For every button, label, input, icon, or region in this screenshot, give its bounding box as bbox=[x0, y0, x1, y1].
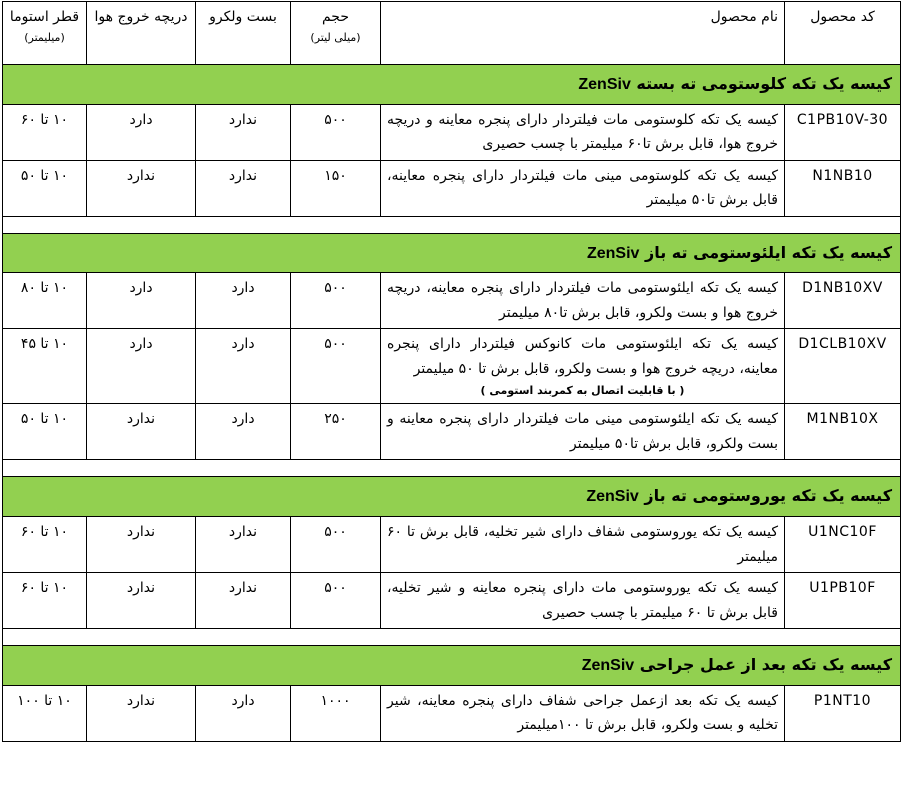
product-name: کیسه یک تکه ایلئوستومی مات کانوکس فیلتردار دارای پنجره معاینه، دریچه خروج هوا و بست ولکرو، قابل برش تا ۵۰ میلیمتر bbox=[387, 336, 778, 377]
product-row bbox=[3, 273, 901, 329]
col-header-volume bbox=[291, 2, 381, 65]
stoma-cell: ۱۰ تا ۵۰ bbox=[3, 404, 87, 460]
product-name-cell bbox=[381, 517, 785, 573]
header-row bbox=[3, 2, 901, 65]
stoma-cell: ۱۰ تا ۶۰ bbox=[3, 517, 87, 573]
air-vent-cell: ندارد bbox=[87, 404, 196, 460]
spacer-cell bbox=[3, 460, 901, 477]
air-vent-cell: ندارد bbox=[87, 160, 196, 216]
section-brand: ZenSiv bbox=[581, 657, 635, 675]
product-name: کیسه یک تکه کلوستومی مینی مات فیلتردار دارای پنجره معاینه، قابل برش تا۵۰ میلیمتر bbox=[387, 167, 778, 209]
product-code: P1NT10 bbox=[785, 685, 901, 741]
section-title-text: کیسه یک تکه ایلئوستومی ته باز bbox=[645, 242, 892, 262]
section-header-row bbox=[3, 233, 901, 273]
stoma-cell: ۱۰ تا ۵۰ bbox=[3, 160, 87, 216]
velcro-cell: ندارد bbox=[196, 104, 291, 160]
section-title-text: کیسه یک تکه بعد از عمل جراحی bbox=[639, 655, 892, 675]
product-row bbox=[3, 404, 901, 460]
air-vent-cell: دارد bbox=[87, 329, 196, 404]
section-title bbox=[3, 65, 901, 105]
air-vent-cell: ندارد bbox=[87, 685, 196, 741]
product-table bbox=[2, 1, 901, 742]
air-vent-cell: دارد bbox=[87, 104, 196, 160]
product-name: کیسه یک تکه کلوستومی مات فیلتردار دارای پنجره معاینه و دریچه خروج هوا، قابل برش تا۶۰ میلیمتر با چسب حصیری bbox=[387, 111, 778, 153]
product-row bbox=[3, 517, 901, 573]
stoma-cell: ۱۰ تا ۴۵ bbox=[3, 329, 87, 404]
product-code: N1NB10 bbox=[785, 160, 901, 216]
air-vent-cell: ندارد bbox=[87, 573, 196, 629]
product-name: کیسه یک تکه ایلئوستومی مینی مات فیلتردار دارای پنجره معاینه و بست ولکرو، قابل برش تا۵۰ میلیمتر bbox=[387, 411, 778, 452]
spacer-cell bbox=[3, 216, 901, 233]
product-code: D1CLB10XV bbox=[785, 329, 901, 404]
col-header-stoma bbox=[3, 2, 87, 65]
section-title bbox=[3, 646, 901, 686]
col-header-code: کد محصول bbox=[785, 2, 901, 65]
col-header-volume-unit: (میلی لیتر) bbox=[310, 30, 361, 44]
spacer-row bbox=[3, 629, 901, 646]
section-header-row bbox=[3, 646, 901, 686]
product-row bbox=[3, 573, 901, 629]
section-brand: ZenSiv bbox=[586, 244, 640, 262]
volume-cell: ۲۵۰ bbox=[291, 404, 381, 460]
product-name: کیسه یک تکه بعد ازعمل جراحی شفاف دارای پنجره معاینه، شیر تخلیه و بست ولکرو، قابل برش تا ۱۰۰میلیمتر bbox=[387, 692, 778, 734]
product-name-cell bbox=[381, 404, 785, 460]
col-header-stoma-label: قطر استوما bbox=[9, 9, 80, 25]
volume-cell: ۵۰۰ bbox=[291, 329, 381, 404]
product-row bbox=[3, 160, 901, 216]
product-name-cell bbox=[381, 329, 785, 404]
product-name: کیسه یک تکه یوروستومی مات دارای پنجره معاینه و شیر تخلیه، قابل برش تا ۶۰ میلیمتر با چسب حصیری bbox=[387, 580, 778, 621]
velcro-cell: ندارد bbox=[196, 160, 291, 216]
col-header-volume-label: حجم bbox=[321, 9, 349, 25]
col-header-name: نام محصول bbox=[381, 2, 785, 65]
volume-cell: ۱۵۰ bbox=[291, 160, 381, 216]
volume-cell: ۵۰۰ bbox=[291, 573, 381, 629]
product-row bbox=[3, 104, 901, 160]
product-row bbox=[3, 329, 901, 404]
product-code: D1NB10XV bbox=[785, 273, 901, 329]
col-header-stoma-unit: (میلیمتر) bbox=[24, 30, 65, 44]
section-header-row bbox=[3, 477, 901, 517]
air-vent-cell: ندارد bbox=[87, 517, 196, 573]
velcro-cell: دارد bbox=[196, 273, 291, 329]
velcro-cell: ندارد bbox=[196, 517, 291, 573]
product-name: کیسه یک تکه ایلئوستومی مات فیلتردار دارای پنجره معاینه، دریچه خروج هوا و بست ولکرو، قابل برش تا۸۰ میلیمتر bbox=[387, 280, 778, 321]
stoma-cell: ۱۰ تا ۸۰ bbox=[3, 273, 87, 329]
velcro-cell: دارد bbox=[196, 404, 291, 460]
product-name-cell bbox=[381, 160, 785, 216]
col-header-velcro: بست ولکرو bbox=[196, 2, 291, 65]
section-brand: ZenSiv bbox=[578, 76, 631, 93]
volume-cell: ۱۰۰۰ bbox=[291, 685, 381, 741]
product-code: U1PB10F bbox=[785, 573, 901, 629]
air-vent-cell: دارد bbox=[87, 273, 196, 329]
product-code: U1NC10F bbox=[785, 517, 901, 573]
section-title bbox=[3, 477, 901, 517]
velcro-cell: ندارد bbox=[196, 573, 291, 629]
velcro-cell: دارد bbox=[196, 329, 291, 404]
product-code: C1PB10V-30 bbox=[785, 104, 901, 160]
volume-cell: ۵۰۰ bbox=[291, 517, 381, 573]
product-code: M1NB10X bbox=[785, 404, 901, 460]
volume-cell: ۵۰۰ bbox=[291, 104, 381, 160]
product-name: کیسه یک تکه یوروستومی شفاف دارای شیر تخلیه، قابل برش تا ۶۰ میلیمتر bbox=[387, 524, 778, 565]
product-name-cell bbox=[381, 104, 785, 160]
product-name-cell bbox=[381, 573, 785, 629]
product-name-cell bbox=[381, 685, 785, 741]
spacer-row bbox=[3, 216, 901, 233]
stoma-cell: ۱۰ تا ۱۰۰ bbox=[3, 685, 87, 741]
product-name-cell bbox=[381, 273, 785, 329]
spacer-row bbox=[3, 460, 901, 477]
spacer-cell bbox=[3, 629, 901, 646]
volume-cell: ۵۰۰ bbox=[291, 273, 381, 329]
section-title bbox=[3, 233, 901, 273]
section-brand: ZenSiv bbox=[586, 488, 639, 506]
section-title-text: کیسه یک تکه کلوستومی ته بسته bbox=[636, 74, 892, 93]
stoma-cell: ۱۰ تا ۶۰ bbox=[3, 573, 87, 629]
product-row bbox=[3, 685, 901, 741]
section-title-text: کیسه یک تکه یوروستومی ته باز bbox=[644, 486, 892, 506]
product-note: ( با قابلیت اتصال به کمربند استومی ) bbox=[480, 384, 685, 398]
velcro-cell: دارد bbox=[196, 685, 291, 741]
section-header-row bbox=[3, 65, 901, 105]
stoma-cell: ۱۰ تا ۶۰ bbox=[3, 104, 87, 160]
col-header-air-vent: دریچه خروج هوا bbox=[87, 2, 196, 65]
